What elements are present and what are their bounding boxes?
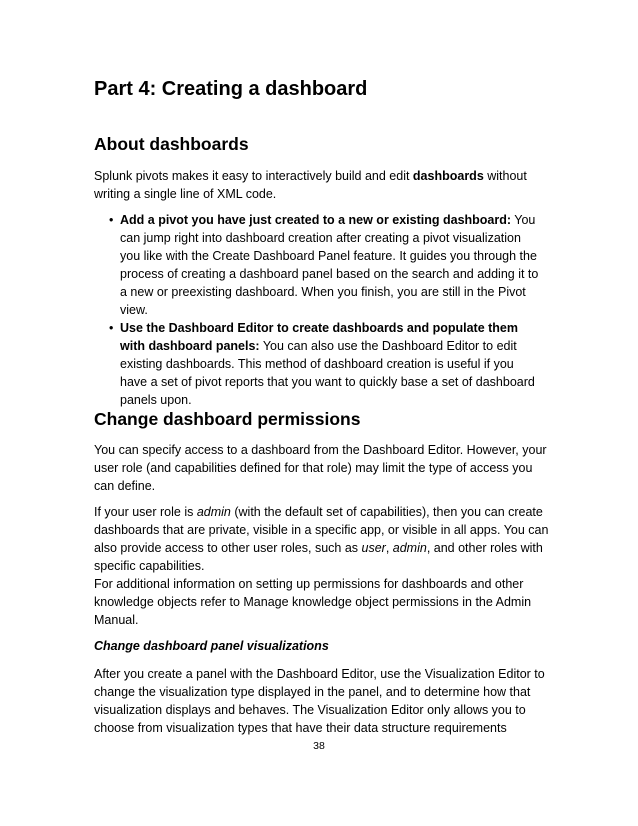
bullet-body-text: You can also use the Dashboard Editor to edit existing dashboards. This method of dashboard creation is useful if you have a set of pivot reports that you want to quickly base a set of dashboard panels upon.: [120, 339, 535, 407]
intro-text-start: Splunk pivots makes it easy to interactively build and edit: [94, 169, 413, 183]
page-number: 38: [313, 740, 325, 752]
permissions-paragraph-1: You can specify access to a dashboard from the Dashboard Editor. However, your user role (and capabilities defined for that role) may limit the type of access you can define.: [94, 443, 547, 493]
heading-change-visualizations: Change dashboard panel visualizations: [94, 639, 329, 653]
about-intro-paragraph: [94, 167, 554, 203]
bullet-dot: •: [109, 213, 114, 227]
heading-about-dashboards: About dashboards: [94, 134, 249, 154]
para2-text-a: If your user role is: [94, 505, 197, 519]
permissions-paragraph-2: [94, 503, 554, 575]
para2-italic-admin-2: admin: [392, 541, 427, 555]
bullet-item-pivot: [109, 211, 540, 319]
para2-italic-admin: admin: [196, 505, 231, 519]
para2-italic-user: user: [361, 541, 386, 555]
page-title: Part 4: Creating a dashboard: [94, 78, 368, 100]
para2-text-d: , and other roles with specific capabilities.: [94, 541, 543, 573]
para2-text-b: (with the default set of capabilities), then you can create dashboards that are private, visible in a specific app, or visible in all apps. You can also provide access to other user roles, such as: [94, 505, 549, 555]
intro-bold-dashboards: dashboards: [412, 169, 484, 183]
bullet-dot: •: [109, 321, 114, 335]
intro-text-end: without writing a single line of XML code.: [94, 169, 527, 201]
permissions-paragraph-3: For additional information on setting up permissions for dashboards and other knowledge objects refer to Manage knowledge object permissions in the Admin Manual.: [94, 577, 532, 627]
bullet-body-text: You can jump right into dashboard creation after creating a pivot visualization you like with the Create Dashboard Panel feature. It guides you through the process of creating a dashboard panel based on the search and adding it to a new or preexisting dashboard. When you finish, you are still in the Pivot view.: [120, 213, 539, 317]
visualizations-paragraph-1: After you create a panel with the Dashboard Editor, use the Visualization Editor to change the visualization type displayed in the panel, and to determine how that visualization displays and behaves. The Visualization Editor only allows you to choose from visualization types that have their data structure requirements: [94, 667, 545, 735]
bullet-item-dashboard-editor: [109, 319, 540, 409]
para2-text-c: ,: [385, 541, 393, 555]
bullet-bold-text: Use the Dashboard Editor to create dashboards and populate them with dashboard panels:: [120, 321, 518, 353]
heading-change-permissions: Change dashboard permissions: [94, 409, 361, 429]
bullet-bold-text: Add a pivot you have just created to a new or existing dashboard:: [120, 213, 512, 227]
